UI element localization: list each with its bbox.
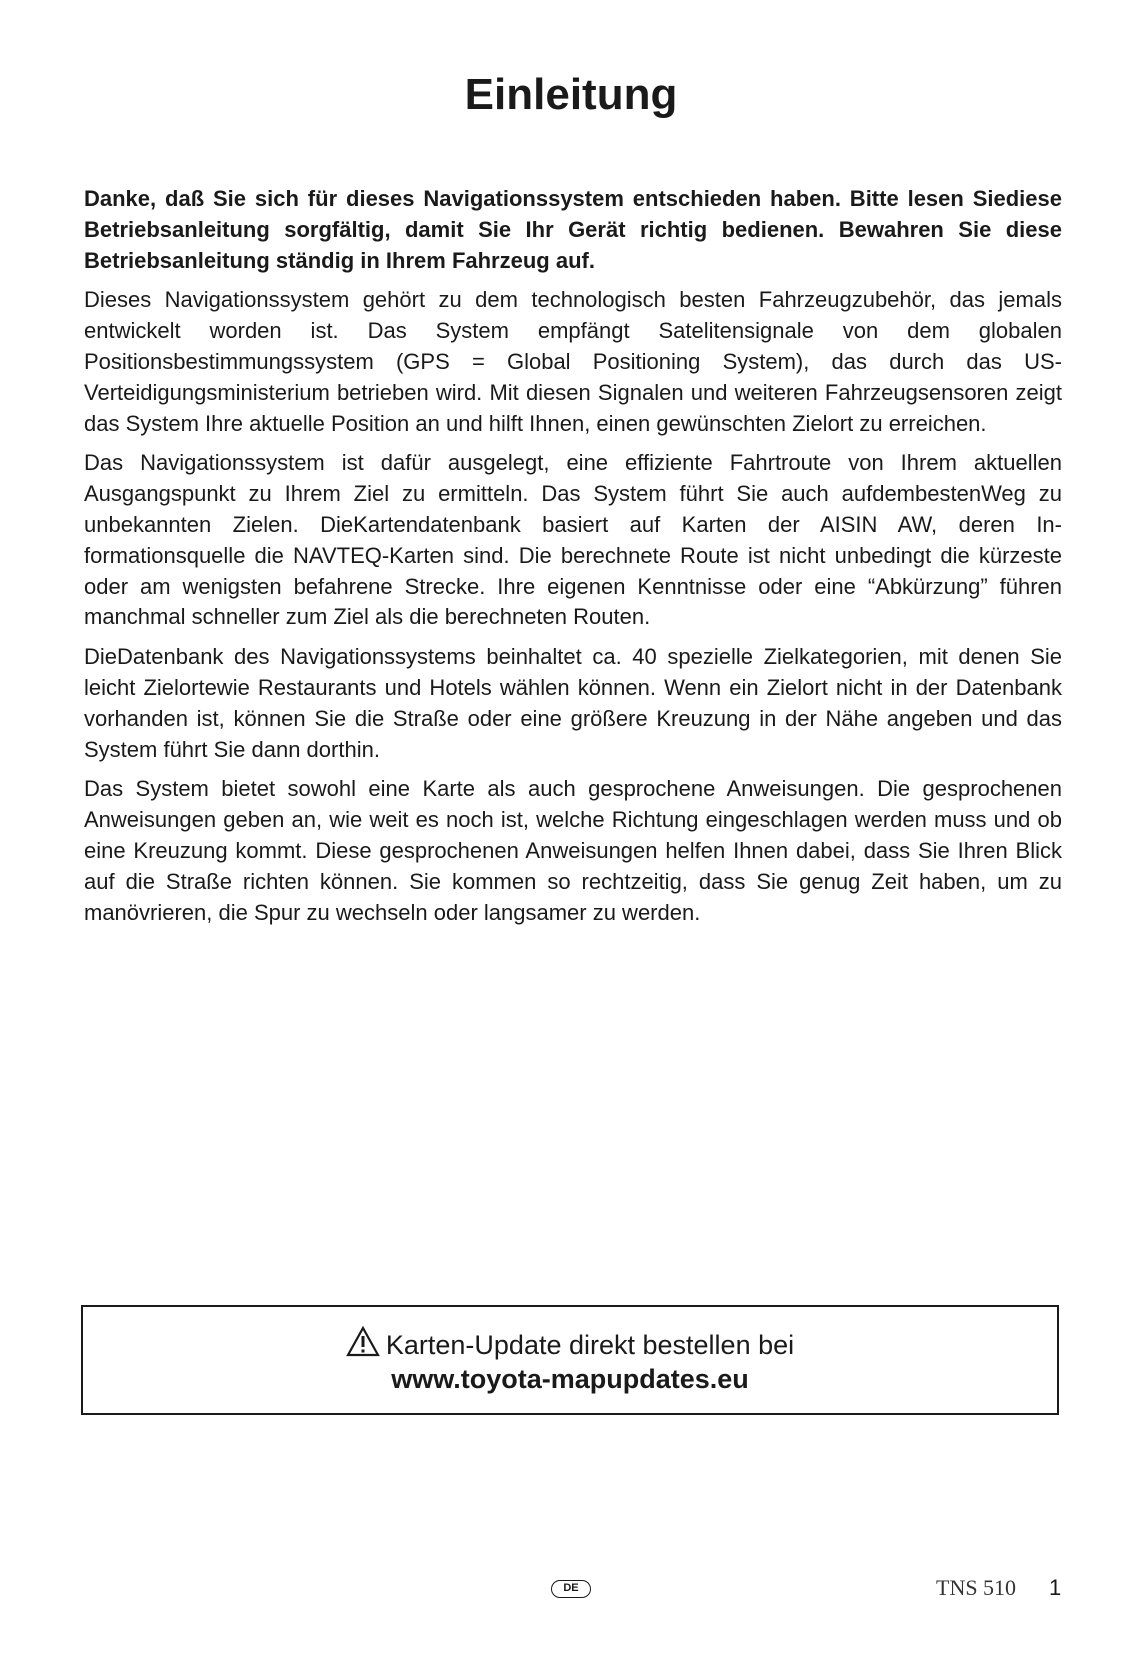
body-text — [84, 184, 1062, 937]
map-update-notice — [81, 1305, 1059, 1415]
page-number: 1 — [1049, 1575, 1062, 1600]
model-name: TNS 510 — [936, 1575, 1017, 1600]
paragraph-guidance: Das System bietet sowohl eine Karte als auch gesprochene Anweisungen. Die gesprochenen Anweisungen geben an, wie weit es noch ist, welche Richtung eingeschlagen werden muss und ob eine Kreuzung kommt. Diese gesprochenen Anweisungen helfen Ihnen dabei, dass Sie Ihren Blick auf die Straße richten können. Sie kommen so rechtzeitig, dass Sie genug Zeit haben, um zu manövrieren, die Spur zu wechseln oder langsamer zu werden. — [84, 776, 1062, 925]
intro-paragraph: Danke, daß Sie sich für dieses Navigationssystem entschieden haben. Bitte lesen Siediese Betriebsanleitung sorgfältig, damit Sie Ihr Gerät richtig bedienen. Bewahren Sie diese Betriebsanleitung ständig in Ihrem Fahrzeug auf. — [84, 186, 1062, 273]
paragraph-gps: Dieses Navigationssystem gehört zu dem technologisch besten Fahrzeugzubehör, das jemals entwickelt worden ist. Das System empfängt Satelitensignale von dem globalen Positionsbestimmungssystem (GPS = Global Positioning System), das durch das US-Verteidigungsministerium betrieben wird. Mit diesen Signalen und weiteren Fahrzeugsensoren zeigt das System Ihre aktuelle Position an und hilft Ihnen, einen gewünschten Zielort zu erreichen. — [84, 287, 1062, 436]
notice-text-line — [83, 1326, 1057, 1362]
page-title: Einleitung — [464, 70, 678, 119]
paragraph-route: Das Navigationssystem ist dafür ausgelegt, eine effiziente Fahrtroute von Ihrem aktuellen Ausgangspunkt zu Ihrem Ziel zu ermitteln. Das System führt Sie auch aufdembestenWeg zu unbekannten Zielen. DieKartendatenbank basiert auf Karten der AISIN AW, deren Informationsquelle die NAVTEQ-Karten sind. Die berechnete Route ist nicht unbedingt die kürzeste oder am wenigsten befahrene Strecke. Ihre eigenen Kenntnisse oder eine “Abkürzung” führen manchmal schneller zum Ziel als die berechneten Routen. — [84, 450, 1062, 630]
language-badge: DE — [551, 1580, 591, 1598]
warning-triangle-icon — [346, 1326, 380, 1357]
notice-url[interactable]: www.toyota-mapupdates.eu — [391, 1364, 749, 1394]
notice-text: Karten-Update direkt bestellen bei — [385, 1330, 795, 1360]
paragraph-database: DieDatenbank des Navigationssystems beinhaltet ca. 40 spezielle Zielkategorien, mit denen Sie leicht Zielortewie Restaurants und Hotels wählen können. Wenn ein Zielort nicht in der Datenbank vorhanden ist, können Sie die Straße oder eine größere Kreuzung in der Nähe angeben und das System führt Sie dann dorthin. — [84, 644, 1062, 762]
